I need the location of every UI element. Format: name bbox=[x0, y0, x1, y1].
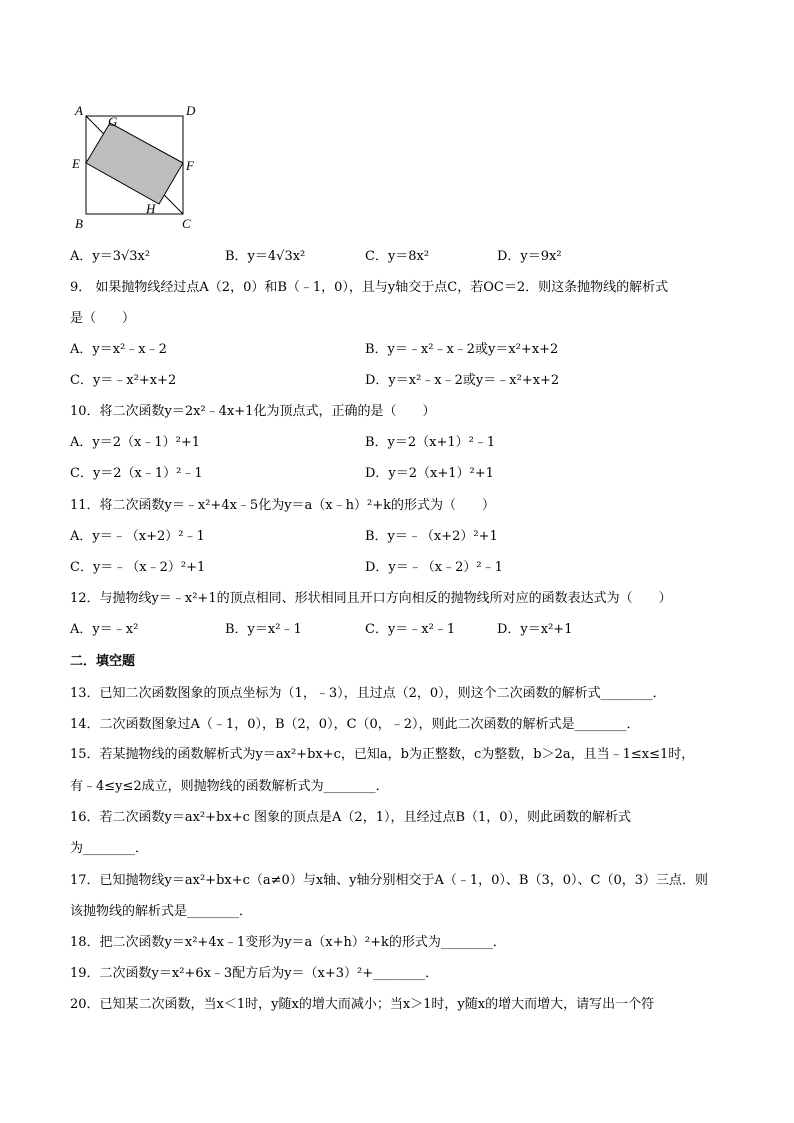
q15-stem-cont: 有﹣4≤y≤2成立，则抛物线的函数解析式为________． bbox=[70, 779, 389, 794]
q11-option-c: C．y＝﹣（x﹣2）²+1 bbox=[70, 560, 206, 575]
q10-option-a: A．y＝2（x﹣1）²+1 bbox=[70, 435, 200, 450]
q10-option-c: C．y＝2（x﹣1）²﹣1 bbox=[70, 466, 203, 481]
q16-stem: 16．若二次函数y＝ax²+bx+c 图象的顶点是A（2，1），且经过点B（1，0），则此函数的解析式 bbox=[70, 810, 632, 825]
q8-option-c: C．y＝8x² bbox=[365, 249, 430, 264]
label-h: H bbox=[146, 201, 156, 216]
section-fill-in-title: 二．填空题 bbox=[70, 654, 136, 669]
q9-option-b: B．y＝﹣x²﹣x﹣2或y＝x²+x+2 bbox=[365, 342, 559, 357]
q9-option-a: A．y＝x²﹣x﹣2 bbox=[70, 342, 167, 357]
label-b: B bbox=[75, 216, 83, 230]
q9-option-c: C．y＝﹣x²+x+2 bbox=[70, 373, 177, 388]
q8-option-d: D．y＝9x² bbox=[497, 249, 562, 264]
q9-stem-cont: 是（ ） bbox=[70, 311, 136, 326]
q12-option-b: B．y＝x²﹣1 bbox=[225, 622, 302, 637]
q18-stem: 18．把二次函数y＝x²+4x﹣1变形为y＝a（x+h）²+k的形式为________． bbox=[70, 935, 506, 950]
q12-option-c: C．y＝﹣x²﹣1 bbox=[365, 622, 456, 637]
q10-stem: 10．将二次函数y＝2x²﹣4x+1化为顶点式，正确的是（ ） bbox=[70, 404, 436, 419]
q11-option-a: A．y＝﹣（x+2）²﹣1 bbox=[70, 529, 205, 544]
label-a: A bbox=[75, 103, 83, 118]
shaded-rectangle-egfh bbox=[86, 123, 183, 204]
geometry-figure bbox=[68, 100, 208, 230]
q11-option-b: B．y＝﹣（x+2）²+1 bbox=[365, 529, 498, 544]
q9-stem: 9． 如果抛物线经过点A（2，0）和B（﹣1，0），且与y轴交于点C，若OC＝2．则这条抛物线的解析式 bbox=[70, 280, 669, 295]
q19-stem: 19．二次函数y＝x²+6x﹣3配方后为y＝（x+3）²+________． bbox=[70, 966, 439, 981]
label-g: G bbox=[108, 114, 118, 129]
q12-option-d: D．y＝x²+1 bbox=[497, 622, 573, 637]
q16-stem-cont: 为________． bbox=[70, 841, 149, 856]
q10-option-b: B．y＝2（x+1）²﹣1 bbox=[365, 435, 496, 450]
q17-stem-cont: 该抛物线的解析式是________． bbox=[70, 904, 253, 919]
q9-option-d: D．y＝x²﹣x﹣2或y＝﹣x²+x+2 bbox=[365, 373, 560, 388]
q11-stem: 11．将二次函数y＝﹣x²+4x﹣5化为y＝a（x﹣h）²+k的形式为（ ） bbox=[70, 498, 495, 513]
q10-option-d: D．y＝2（x+1）²+1 bbox=[365, 466, 494, 481]
q14-stem: 14．二次函数图象过A（﹣1，0），B（2，0），C（0，﹣2），则此二次函数的解析式是________． bbox=[70, 717, 640, 732]
q11-option-d: D．y＝﹣（x﹣2）²﹣1 bbox=[365, 560, 503, 575]
q8-option-a: A．y＝3√3x² bbox=[70, 249, 151, 264]
label-d: D bbox=[186, 103, 196, 118]
label-c: C bbox=[182, 216, 191, 230]
q12-option-a: A．y＝﹣x² bbox=[70, 622, 139, 637]
label-e: E bbox=[72, 156, 80, 171]
q17-stem: 17．已知抛物线y＝ax²+bx+c（a≠0）与x轴、y轴分别相交于A（﹣1，0）、B（3，0）、C（0，3）三点．则 bbox=[70, 873, 709, 888]
q15-stem: 15．若某抛物线的函数解析式为y＝ax²+bx+c，已知a，b为正整数，c为整数，b＞2a，且当﹣1≤x≤1时， bbox=[70, 747, 695, 762]
q12-stem: 12．与抛物线y＝﹣x²+1的顶点相同、形状相同且开口方向相反的抛物线所对应的函数表达式为（ ） bbox=[70, 591, 672, 606]
q20-stem: 20．已知某二次函数，当x＜1时，y随x的增大而减小；当x＞1时，y随x的增大而增大，请写出一个符 bbox=[70, 997, 655, 1012]
label-f: F bbox=[186, 158, 194, 173]
q13-stem: 13．已知二次函数图象的顶点坐标为（1，﹣3），且过点（2，0），则这个二次函数的解析式________． bbox=[70, 686, 666, 701]
q8-option-b: B．y＝4√3x² bbox=[225, 249, 306, 264]
